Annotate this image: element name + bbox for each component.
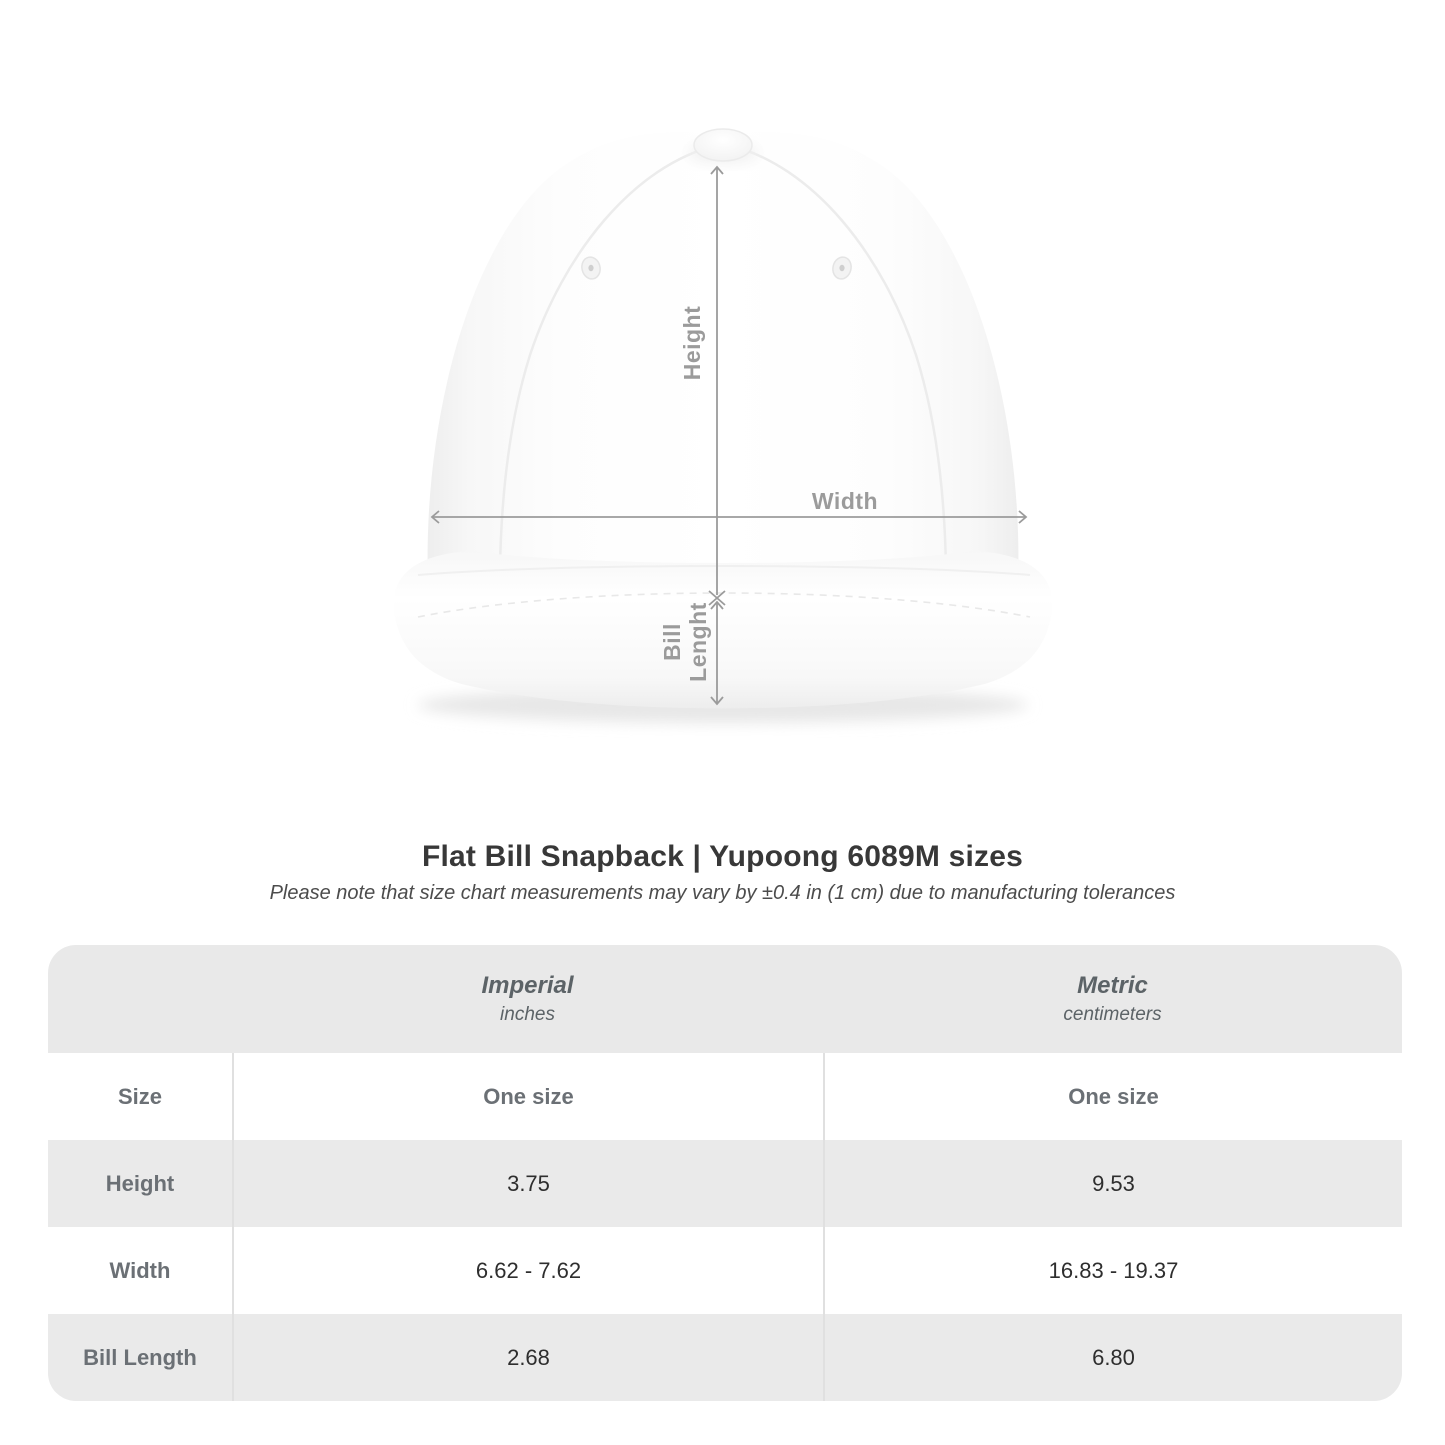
metric-value: 16.83 - 19.37 bbox=[823, 1227, 1402, 1314]
table-row-width bbox=[48, 1227, 1402, 1314]
imperial-value: 3.75 bbox=[232, 1140, 823, 1227]
height-dimension-label: Height bbox=[679, 305, 705, 381]
row-label: Width bbox=[109, 1257, 171, 1283]
size-chart-table bbox=[48, 945, 1402, 1401]
heading-block bbox=[0, 840, 1445, 905]
tolerance-note: Please note that size chart measurements may vary by ±0.4 in (1 cm) due to manufacturing tolerances bbox=[269, 882, 1176, 904]
page-title: Flat Bill Snapback | Yupoong 6089M sizes bbox=[421, 840, 1023, 873]
imperial-header: Imperial bbox=[481, 972, 574, 999]
hat-bill bbox=[394, 551, 1053, 709]
imperial-value: 2.68 bbox=[232, 1314, 823, 1401]
imperial-unit-label: inches bbox=[500, 1004, 555, 1025]
product-size-diagram bbox=[378, 105, 1072, 750]
top-button bbox=[694, 129, 752, 161]
table-header-row bbox=[48, 945, 1402, 1053]
snapback-hat-illustration bbox=[378, 105, 1072, 750]
metric-header: Metric bbox=[1077, 972, 1148, 999]
header-spacer-cell bbox=[48, 945, 232, 1053]
bill-length-dimension-label-line2: Lenght bbox=[685, 602, 711, 682]
metric-value: One size bbox=[823, 1053, 1402, 1140]
header-metric-cell bbox=[823, 945, 1402, 1053]
imperial-value: 6.62 - 7.62 bbox=[232, 1227, 823, 1314]
row-label: Size bbox=[117, 1083, 163, 1109]
table-row-bill-length bbox=[48, 1314, 1402, 1401]
imperial-value: One size bbox=[232, 1053, 823, 1140]
bill-length-dimension-label-line1: Bill bbox=[659, 623, 685, 661]
metric-value: 6.80 bbox=[823, 1314, 1402, 1401]
metric-value: 9.53 bbox=[823, 1140, 1402, 1227]
metric-unit-label: centimeters bbox=[1063, 1004, 1162, 1025]
table-row-size bbox=[48, 1053, 1402, 1140]
row-label: Height bbox=[105, 1170, 175, 1196]
width-dimension-label: Width bbox=[811, 488, 879, 514]
table-row-height bbox=[48, 1140, 1402, 1227]
row-label: Bill Length bbox=[83, 1344, 197, 1370]
header-imperial-cell bbox=[232, 945, 823, 1053]
hat-crown bbox=[428, 132, 1019, 613]
